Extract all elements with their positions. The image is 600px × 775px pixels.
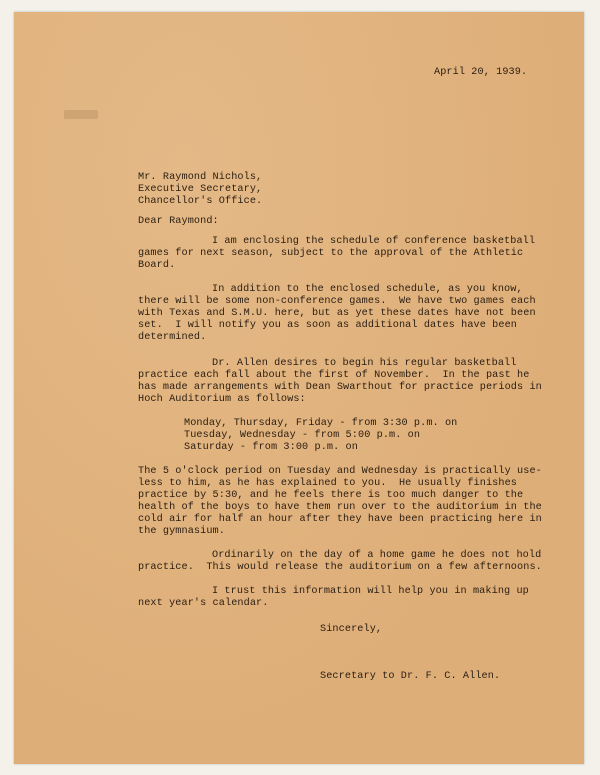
- paragraph-3-line-4: Hoch Auditorium as follows:: [138, 394, 306, 405]
- paragraph-2-line-4: set. I will notify you as soon as additional dates have been: [138, 320, 518, 331]
- paragraph-5-line-2: practice. This would release the auditorium on a few afternoons.: [138, 562, 542, 573]
- schedule-line-1: Monday, Thursday, Friday - from 3:30 p.m. on: [184, 418, 458, 429]
- paragraph-2-line-1: In addition to the enclosed schedule, as you know,: [212, 284, 523, 295]
- letter-date: April 20, 1939.: [434, 67, 528, 78]
- paragraph-4-line-5: cold air for half an hour after they have been practicing here in: [138, 514, 542, 525]
- paragraph-1-line-3: Board.: [138, 260, 176, 271]
- paragraph-3-line-3: has made arrangements with Dean Swarthout for practice periods in: [138, 382, 542, 393]
- paragraph-4-line-6: the gymnasium.: [138, 526, 225, 537]
- letter-sheet: [14, 12, 584, 764]
- paragraph-4-line-2: less to him, as he has explained to you. He usually finishes: [138, 478, 518, 489]
- recipient-name: Mr. Raymond Nichols,: [138, 172, 263, 183]
- paragraph-3-line-2: practice each fall about the first of November. In the past he: [138, 370, 530, 381]
- paragraph-4-line-1: The 5 o'clock period on Tuesday and Wednesday is practically use-: [138, 466, 542, 477]
- signature-line: Secretary to Dr. F. C. Allen.: [320, 671, 501, 682]
- schedule-line-3: Saturday - from 3:00 p.m. on: [184, 442, 358, 453]
- paragraph-5-line-1: Ordinarily on the day of a home game he does not hold: [212, 550, 542, 561]
- paper-smudge: [64, 110, 98, 119]
- paragraph-2-line-3: with Texas and S.M.U. here, but as yet these dates have not been: [138, 308, 536, 319]
- salutation: Dear Raymond:: [138, 216, 219, 227]
- paragraph-2-line-5: determined.: [138, 332, 207, 343]
- recipient-office: Chancellor's Office.: [138, 196, 263, 207]
- schedule-line-2: Tuesday, Wednesday - from 5:00 p.m. on: [184, 430, 421, 441]
- paragraph-6-line-1: I trust this information will help you in making up: [212, 586, 529, 597]
- paragraph-1-line-1: I am enclosing the schedule of conference basketball: [212, 236, 536, 247]
- paragraph-1-line-2: games for next season, subject to the approval of the Athletic: [138, 248, 524, 259]
- closing: Sincerely,: [320, 624, 383, 635]
- paragraph-4-line-4: health of the boys to have them run over to the auditorium in the: [138, 502, 542, 513]
- recipient-title: Executive Secretary,: [138, 184, 263, 195]
- paragraph-2-line-2: there will be some non-conference games. We have two games each: [138, 296, 536, 307]
- paragraph-4-line-3: practice by 5:30, and he feels there is too much danger to the: [138, 490, 524, 501]
- paragraph-3-line-1: Dr. Allen desires to begin his regular basketball: [212, 358, 517, 369]
- paragraph-6-line-2: next year's calendar.: [138, 598, 269, 609]
